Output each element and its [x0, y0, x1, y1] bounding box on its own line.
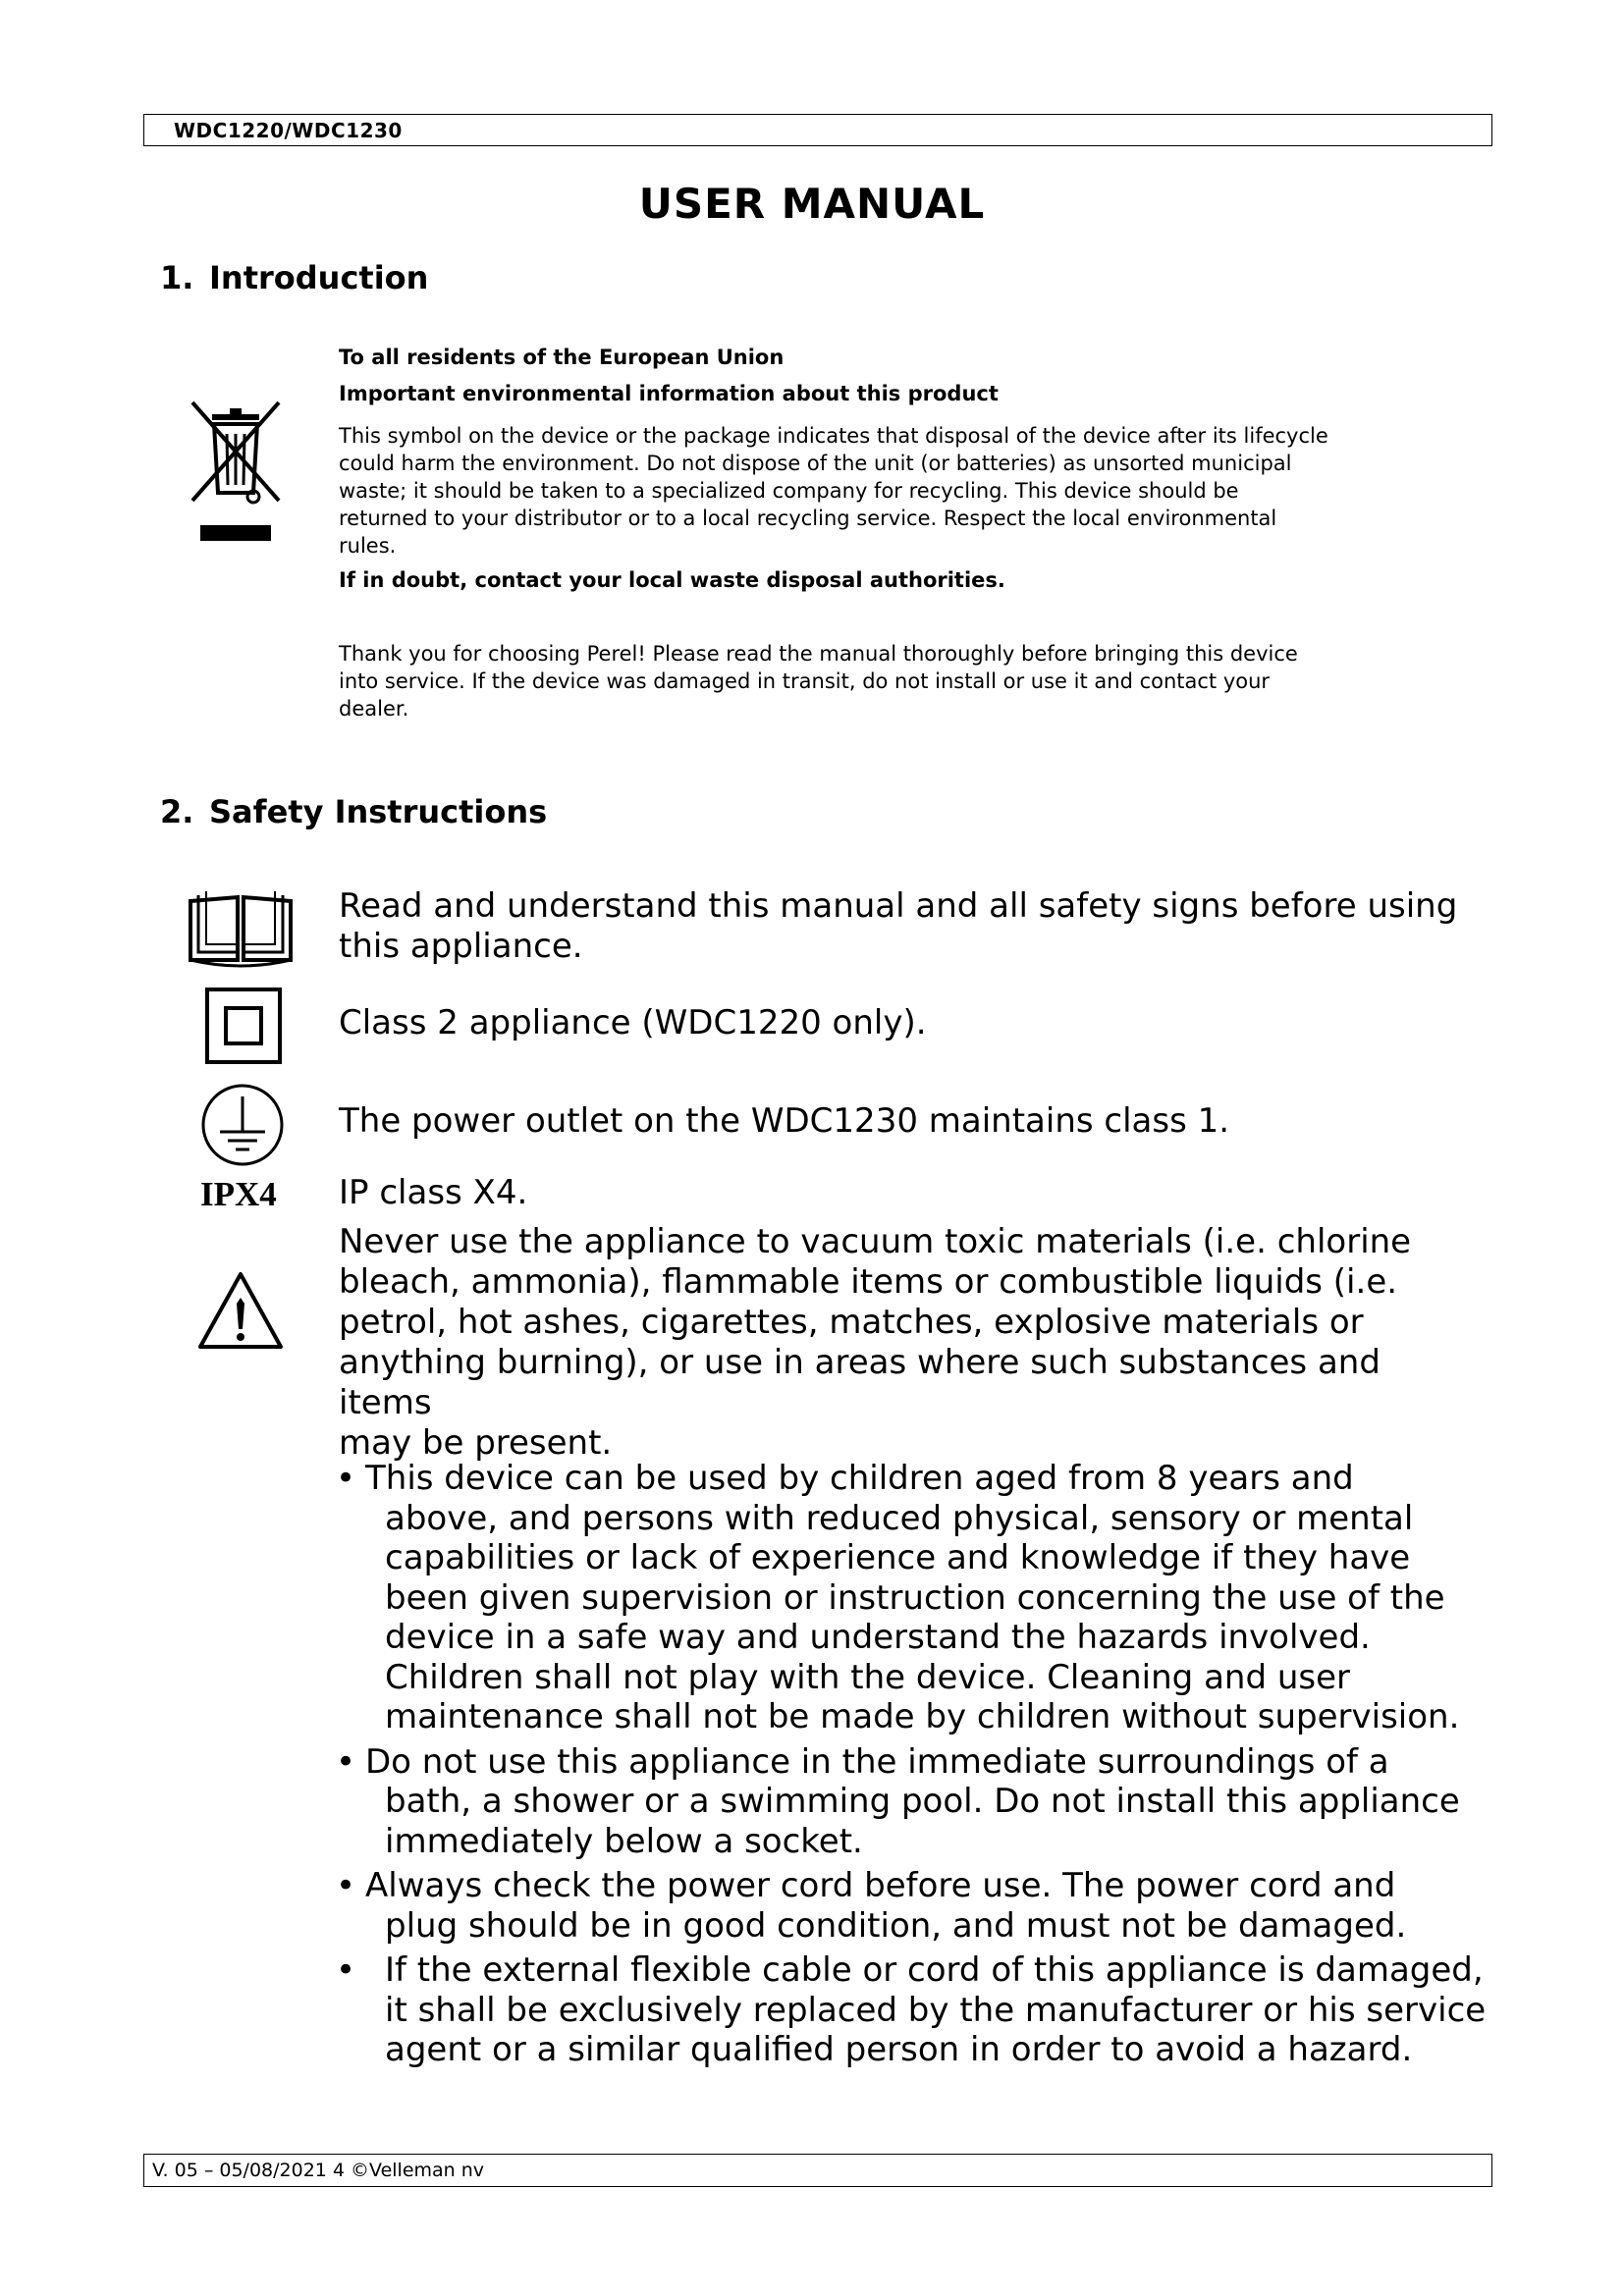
thank-line: dealer.: [339, 697, 409, 721]
bullet-line: If the external flexible cable or cord of this appliance is damaged,: [385, 1950, 1484, 1990]
bullet-line: it shall be exclusively replaced by the manufacturer or his service: [385, 1990, 1487, 2030]
warning-line: petrol, hot ashes, cigarettes, matches, explosive materials or: [339, 1303, 1364, 1342]
section-heading-safety: [160, 793, 547, 830]
bullet-line: agent or a similar qualified person in order to avoid a hazard.: [385, 2030, 1413, 2069]
bullet-dot: •: [336, 1459, 356, 1498]
class2-text: Class 2 appliance (WDC1220 only).: [339, 1003, 927, 1042]
header-box: [143, 114, 1492, 146]
warning-line: bleach, ammonia), flammable items or combustible liquids (i.e.: [339, 1262, 1398, 1302]
page-title: USER MANUAL: [638, 180, 986, 228]
warning-triangle-icon: [196, 1268, 285, 1357]
bullet-line: device in a safe way and understand the hazards involved.: [385, 1618, 1371, 1657]
bullet-line: Children shall not play with the device. Cleaning and user: [385, 1657, 1350, 1697]
eu-line: returned to your distributor or to a local recycling service. Respect the local environmental: [339, 507, 1277, 530]
thank-line: Thank you for choosing Perel! Please read the manual thoroughly before bringing this device: [339, 642, 1298, 666]
ip-class-text: IP class X4.: [339, 1173, 528, 1212]
read-manual-icon: [187, 887, 295, 972]
eu-residents-heading: To all residents of the European Union: [339, 346, 785, 369]
manual-instruction-text: [339, 886, 1478, 967]
list-item: [334, 1459, 1492, 1737]
section-title: Introduction: [209, 259, 429, 296]
footer-box: [143, 2154, 1492, 2187]
manual-line: this appliance.: [339, 927, 583, 966]
eu-env-heading: Important environmental information about this product: [339, 382, 999, 405]
list-item: [334, 1950, 1492, 2070]
eu-line: This symbol on the device or the package indicates that disposal of the device after its lifecycle: [339, 424, 1328, 448]
thank-you-paragraph: [339, 640, 1468, 722]
eu-line: rules.: [339, 534, 397, 558]
bullet-line: capabilities or lack of experience and knowledge if they have: [385, 1538, 1411, 1577]
class2-double-insulation-icon: [204, 987, 283, 1069]
thank-line: into service. If the device was damaged in transit, do not install or use it and contact your: [339, 669, 1271, 693]
bullet-line: Do not use this appliance in the immediate surroundings of a: [365, 1741, 1389, 1782]
bullet-line: bath, a shower or a swimming pool. Do not install this appliance: [385, 1782, 1460, 1821]
warning-line: may be present.: [339, 1423, 613, 1463]
eu-paragraph: [339, 422, 1468, 560]
eu-doubt-text: If in doubt, contact your local waste disposal authorities.: [339, 568, 1005, 592]
class1-earth-ground-icon: [200, 1083, 285, 1171]
bullet-dot: •: [336, 1741, 356, 1782]
bullet-line: maintenance shall not be made by children without supervision.: [385, 1697, 1460, 1736]
section-number: 1.: [160, 259, 194, 296]
list-item: [334, 1742, 1492, 1862]
section-title: Safety Instructions: [209, 793, 548, 830]
ipx4-label: IPX4: [200, 1175, 277, 1213]
class1-text: The power outlet on the WDC1230 maintains class 1.: [339, 1101, 1230, 1141]
header-model: WDC1220/WDC1230: [174, 119, 403, 142]
bullet-dot: •: [336, 1950, 356, 1990]
eu-line: waste; it should be taken to a specialized company for recycling. This device should be: [339, 479, 1239, 503]
footer-version-text: V. 05 – 05/08/2021 4 ©Velleman nv: [152, 2160, 485, 2181]
weee-bin-icon: [185, 393, 288, 554]
safety-bullet-list: [334, 1459, 1492, 2075]
bullet-line: been given supervision or instruction concerning the use of the: [385, 1577, 1445, 1618]
section-heading-introduction: [160, 259, 428, 296]
warning-text: [339, 1222, 1478, 1464]
bullet-line: This device can be used by children aged from 8 years and: [365, 1459, 1354, 1498]
manual-line: Read and understand this manual and all safety signs before using: [339, 886, 1458, 926]
bullet-line: above, and persons with reduced physical, sensory or mental: [385, 1498, 1414, 1538]
bullet-line: immediately below a socket.: [385, 1821, 863, 1861]
eu-line: could harm the environment. Do not dispose of the unit (or batteries) as unsorted municipal: [339, 452, 1292, 475]
bullet-line: plug should be in good condition, and must not be damaged.: [385, 1905, 1407, 1946]
bullet-line: Always check the power cord before use. The power cord and: [365, 1866, 1396, 1905]
warning-line: Never use the appliance to vacuum toxic materials (i.e. chlorine: [339, 1222, 1412, 1261]
list-item: [334, 1866, 1492, 1946]
section-number: 2.: [160, 793, 194, 830]
warning-line: anything burning), or use in areas where such substances and items: [339, 1343, 1380, 1422]
bullet-dot: •: [336, 1866, 356, 1905]
